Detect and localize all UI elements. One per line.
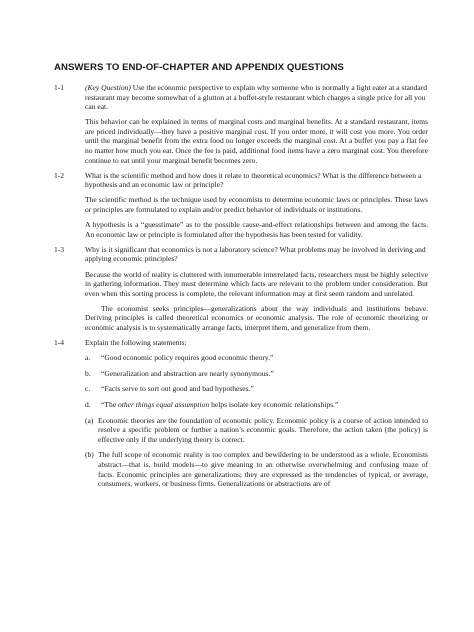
statement-label: b. [85,368,91,378]
statement-pre: “The [101,399,118,409]
statement-italic: other things equal assumption [117,399,210,409]
statement-text: “Facts serve to sort out good and bad hypotheses.” [101,384,254,394]
question-text: What is the scientific method and how does it relate to theoretical economics? What is the difference between a hypothesis and an economic law or principle? [85,170,422,190]
question-number: 1-1 [54,83,65,92]
question-body: Use the economic perspective to explain why someone who is normally a light eater at a standard restaurant may become somewhat of a glutton at a buffet-style restaurant which charges a single price for all you can eat. [85,83,428,112]
statement-text [101,400,428,410]
answer-paragraph: Because the world of reality is cluttered with innumerable interrelated facts, researchers must be highly selective in gathering information. They must determine which facts are relevant to the problem under consideration. But even when this sorting process is complete, the relevant information may at first seem random and unrelated. [85,269,428,298]
answer-text: Economic theories are the foundation of economic policy. Economic policy is a course of action intended to resolve a specific problem or further a nation’s economic goals. Therefore, the action taken (the policy) is effective only if the underlying theory is correct. [98,415,428,444]
question-1-4 [54,338,428,348]
statement-post: helps isolate key economic relationships.” [209,399,339,409]
question-1-3 [54,245,428,264]
question-number: 1-2 [54,170,65,180]
answer-paragraph: The economist seeks principles—generalizations about the way individuals and institutions behave. Deriving principles is called theoretical economics or economic analysis. The role of economic theorizing or economic analysis is to systematically arrange facts, interpret them, and generalize from them. [85,303,428,332]
statement-item [85,400,428,410]
answer-paragraph: This behavior can be explained in terms of marginal costs and marginal benefits. At a standard restaurant, items are priced individually—they have a positive marginal cost. If you order more, it will cost you more. You order until the marginal benefit from the extra food no longer exceeds the marginal cost. At a buffet you pay a flat fee no matter how much you eat. Once the fee is paid, additional food items have a zero marginal cost. You therefore continue to eat until your marginal benefit becomes zero. [85,117,428,165]
question-number: 1-3 [54,244,65,254]
answer-label: (b) [85,450,94,460]
answer-item [85,416,428,445]
question-number: 1-4 [54,338,65,348]
statement-label: a. [85,353,91,363]
question-1-2 [54,171,428,190]
question-text: Explain the following statements: [85,338,187,348]
question-text [85,83,428,112]
statement-item [85,384,428,394]
question-1-1 [54,83,428,112]
key-question-label: (Key Question) [85,83,131,92]
statement-text: “Good economic policy requires good economic theory.” [101,353,274,363]
answer-paragraph: The scientific method is the technique used by economists to determine economic laws or principles. These laws or principles are formulated to explain and/or predict behavior of individuals or institutions. [85,195,428,215]
answer-item [85,450,428,488]
statement-item [85,353,428,363]
page-title: ANSWERS TO END-OF-CHAPTER AND APPENDIX QUESTIONS [54,62,344,73]
statement-text: “Generalization and abstraction are nearly synonymous.” [101,368,274,378]
question-text: Why is it significant that economics is not a laboratory science? What problems may be involved in deriving and applying economic principles? [85,244,426,264]
statement-label: d. [85,399,91,409]
answer-text: The full scope of economic reality is too complex and bewildering to be understood as a whole. Economists abstract—that is, build models—to give meaning to an otherwise overwhelming and confusing maze of facts. Economic principles are generalizations; they are expressed as the tendencies of typical, or average, consumers, workers, or business firms. Generalizations or abstractions are of [98,450,428,489]
answer-label: (a) [85,415,94,425]
statement-label: c. [85,384,91,394]
answer-paragraph: A hypothesis is a “guesstimate” as to the possible cause-and-effect relationships between and among the facts. An economic law or principle is formulated after the hypothesis has been tested for validity. [85,220,428,239]
statement-item [85,369,428,379]
